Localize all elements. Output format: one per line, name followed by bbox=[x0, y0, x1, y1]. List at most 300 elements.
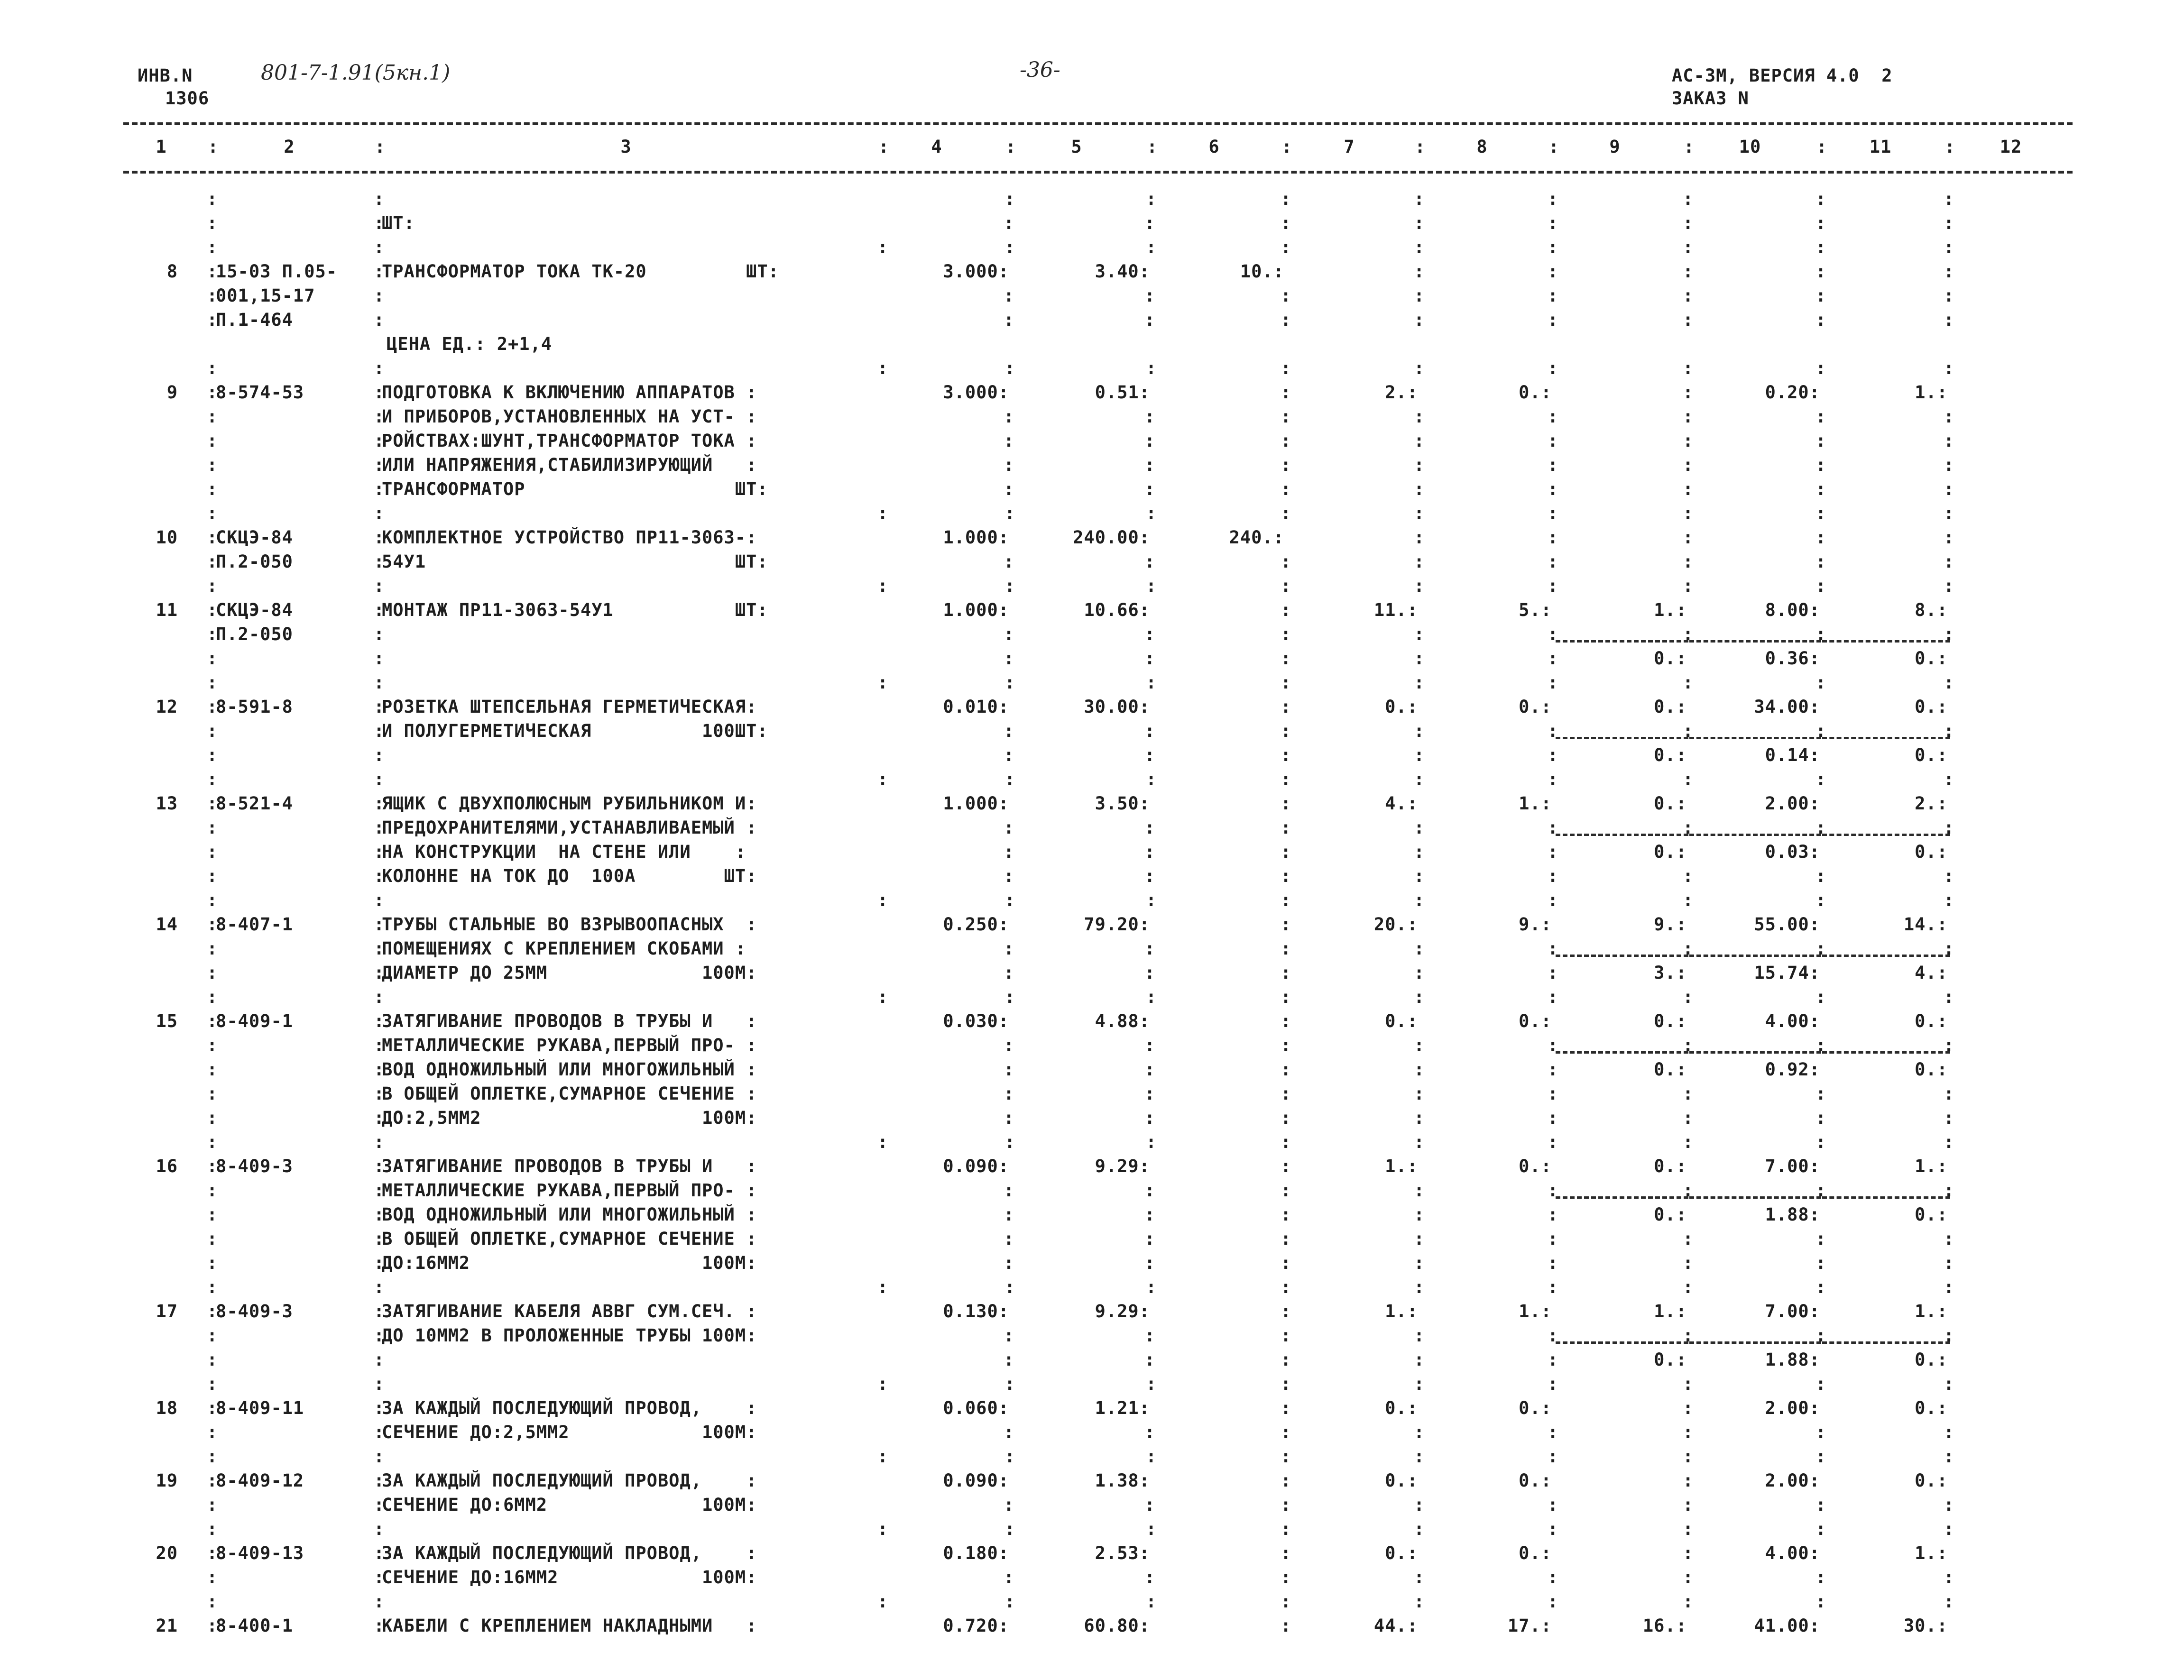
cell-col-7: 44.: bbox=[1373, 1616, 1418, 1636]
column-separator: : bbox=[1815, 1083, 1827, 1104]
item-number: 21 bbox=[156, 1616, 178, 1636]
column-separator: : bbox=[207, 1083, 218, 1104]
row-separator: : bbox=[1815, 1591, 1827, 1612]
column-separator: : bbox=[1281, 1567, 1292, 1588]
work-description: ДО 10ММ2 В ПРОЛОЖЕННЫЕ ТРУБЫ 100М: bbox=[382, 1325, 757, 1346]
work-description: В ОБЩЕЙ ОПЛЕТКЕ,СУМАРНОЕ СЕЧЕНИЕ : bbox=[382, 1229, 757, 1249]
cell-col-7: 1.: bbox=[1385, 1156, 1418, 1176]
cell-col-8: 1.: bbox=[1519, 1301, 1552, 1322]
column-separator: : bbox=[374, 600, 385, 620]
cell-col-4: 0.030: bbox=[943, 1011, 1009, 1031]
column-separator: : bbox=[1548, 285, 1559, 306]
column-separator: : bbox=[207, 793, 218, 814]
row-separator: : bbox=[207, 769, 218, 790]
column-separator: : bbox=[207, 1180, 218, 1201]
column-separator: : bbox=[1281, 1422, 1292, 1442]
row-separator: : bbox=[1815, 987, 1827, 1007]
price-code: 8-574-53 bbox=[216, 382, 304, 403]
header-separator: : bbox=[1548, 137, 1560, 157]
column-separator: : bbox=[1548, 431, 1559, 451]
cell-col-11: 1.: bbox=[1915, 382, 1948, 403]
page-number: -36- bbox=[1020, 58, 1060, 82]
subtotal-divider bbox=[1689, 640, 1821, 643]
column-separator: : bbox=[1281, 431, 1292, 451]
column-separator: : bbox=[1683, 213, 1694, 233]
row-separator: : bbox=[374, 890, 385, 910]
price-code: П.2-050 bbox=[216, 624, 293, 644]
row-separator: : bbox=[1004, 1374, 1016, 1394]
column-separator: : bbox=[1004, 1035, 1015, 1056]
work-description: ШТ: bbox=[382, 213, 415, 233]
column-separator: : bbox=[1414, 1567, 1425, 1588]
column-separator: : bbox=[207, 721, 218, 741]
column-separator: : bbox=[374, 213, 385, 233]
column-separator: : bbox=[1281, 938, 1292, 959]
column-separator: : bbox=[1144, 1083, 1156, 1104]
cell-col-9: 0.: bbox=[1654, 1204, 1687, 1225]
row-separator: : bbox=[1004, 890, 1016, 910]
column-separator: : bbox=[1944, 1253, 1955, 1273]
cell-col-10: 2.00: bbox=[1765, 1398, 1820, 1418]
row-separator: : bbox=[207, 189, 218, 209]
cell-col-11: 0.: bbox=[1915, 697, 1948, 717]
column-separator: : bbox=[207, 551, 218, 572]
column-separator: : bbox=[1815, 1108, 1827, 1128]
row-separator: : bbox=[1548, 1132, 1559, 1152]
column-separator: : bbox=[1144, 1035, 1156, 1056]
column-separator: : bbox=[374, 842, 385, 862]
column-separator: : bbox=[1281, 406, 1292, 427]
column-separator: : bbox=[1144, 745, 1156, 765]
row-separator: : bbox=[1548, 1591, 1559, 1612]
cell-col-9: 0.: bbox=[1654, 648, 1687, 669]
column-header-3: 3 bbox=[620, 137, 632, 157]
column-separator: : bbox=[207, 1011, 218, 1031]
column-separator: : bbox=[1414, 1325, 1425, 1346]
cell-col-10: 0.92: bbox=[1765, 1059, 1820, 1080]
column-separator: : bbox=[1281, 382, 1292, 403]
order-label: ЗАКАЗ N bbox=[1672, 88, 1749, 109]
column-separator: : bbox=[374, 1301, 385, 1322]
cell-col-9: 0.: bbox=[1654, 697, 1687, 717]
unit-price-note: ЦЕНА ЕД.: 2+1,4 bbox=[387, 334, 553, 354]
row-separator: : bbox=[1815, 1132, 1827, 1152]
column-separator: : bbox=[207, 697, 218, 717]
cell-col-5: 3.50: bbox=[1095, 793, 1150, 814]
row-separator: : bbox=[1414, 1374, 1425, 1394]
row-separator: : bbox=[877, 1446, 889, 1467]
column-separator: : bbox=[1683, 1180, 1694, 1201]
column-separator: : bbox=[1004, 721, 1015, 741]
column-separator: : bbox=[207, 745, 218, 765]
subtotal-divider bbox=[1689, 1051, 1821, 1054]
header-rule-top bbox=[123, 122, 2073, 125]
cell-col-7: 1.: bbox=[1385, 1301, 1418, 1322]
column-separator: : bbox=[1548, 1108, 1559, 1128]
cell-col-10: 34.00: bbox=[1754, 697, 1820, 717]
column-separator: : bbox=[1144, 1495, 1156, 1515]
column-separator: : bbox=[1281, 1253, 1292, 1273]
column-separator: : bbox=[207, 1495, 218, 1515]
subtotal-divider bbox=[1556, 737, 1688, 739]
work-description: СЕЧЕНИЕ ДО:6ММ2 100М: bbox=[382, 1495, 757, 1515]
column-separator: : bbox=[374, 914, 385, 935]
column-separator: : bbox=[207, 1253, 218, 1273]
column-separator: : bbox=[374, 1035, 385, 1056]
column-separator: : bbox=[1683, 1108, 1694, 1128]
row-separator: : bbox=[1944, 358, 1955, 378]
cell-col-9: 16.: bbox=[1642, 1616, 1687, 1636]
cell-col-11: 0.: bbox=[1915, 842, 1948, 862]
row-separator: : bbox=[1815, 358, 1827, 378]
row-separator: : bbox=[1146, 769, 1157, 790]
column-separator: : bbox=[1944, 213, 1955, 233]
column-separator: : bbox=[1815, 1035, 1827, 1056]
cell-col-5: 240.00: bbox=[1073, 527, 1150, 548]
column-header-11: 11 bbox=[1869, 137, 1892, 157]
item-number: 19 bbox=[156, 1470, 178, 1491]
column-separator: : bbox=[374, 624, 385, 644]
column-separator: : bbox=[1548, 624, 1559, 644]
row-separator: : bbox=[1414, 987, 1425, 1007]
column-separator: : bbox=[1548, 310, 1559, 330]
work-description: КАБЕЛИ С КРЕПЛЕНИЕМ НАКЛАДНЫМИ : bbox=[382, 1616, 757, 1636]
row-separator: : bbox=[1548, 189, 1559, 209]
column-separator: : bbox=[1414, 213, 1425, 233]
work-description: СЕЧЕНИЕ ДО:16ММ2 100М: bbox=[382, 1567, 757, 1588]
column-separator: : bbox=[1281, 1059, 1292, 1080]
cell-col-9: 1.: bbox=[1654, 600, 1687, 620]
column-separator: : bbox=[1004, 938, 1015, 959]
column-separator: : bbox=[207, 842, 218, 862]
cell-col-11: 0.: bbox=[1915, 1470, 1948, 1491]
column-separator: : bbox=[1548, 1350, 1559, 1370]
column-separator: : bbox=[374, 1204, 385, 1225]
column-separator: : bbox=[1815, 938, 1827, 959]
row-separator: : bbox=[1548, 672, 1559, 693]
price-code: 8-409-1 bbox=[216, 1011, 293, 1031]
subtotal-divider bbox=[1822, 640, 1950, 643]
column-separator: : bbox=[1281, 1543, 1292, 1563]
row-separator: : bbox=[1683, 358, 1694, 378]
column-separator: : bbox=[1144, 866, 1156, 886]
row-separator: : bbox=[1414, 769, 1425, 790]
column-separator: : bbox=[207, 1059, 218, 1080]
column-separator: : bbox=[1144, 1350, 1156, 1370]
column-separator: : bbox=[1414, 745, 1425, 765]
cell-col-10: 1.88: bbox=[1765, 1350, 1820, 1370]
cell-col-7: 11.: bbox=[1373, 600, 1418, 620]
column-separator: : bbox=[1281, 1229, 1292, 1249]
cell-col-9: 1.: bbox=[1654, 1301, 1687, 1322]
work-description: ЗА КАЖДЫЙ ПОСЛЕДУЮЩИЙ ПРОВОД, : bbox=[382, 1543, 757, 1563]
cell-col-4: 0.010: bbox=[943, 697, 1009, 717]
column-separator: : bbox=[1004, 842, 1015, 862]
column-separator: : bbox=[1683, 479, 1694, 499]
column-separator: : bbox=[374, 551, 385, 572]
work-description: ТРАНСФОРМАТОР ШТ: bbox=[382, 479, 768, 499]
column-separator: : bbox=[1683, 1567, 1694, 1588]
column-separator: : bbox=[1944, 1180, 1955, 1201]
column-separator: : bbox=[1815, 1229, 1827, 1249]
row-separator: : bbox=[1004, 1446, 1016, 1467]
work-description: И ПОЛУГЕРМЕТИЧЕСКАЯ 100ШТ: bbox=[382, 721, 768, 741]
column-separator: : bbox=[1144, 938, 1156, 959]
column-separator: : bbox=[374, 1350, 385, 1370]
column-separator: : bbox=[374, 1059, 385, 1080]
row-separator: : bbox=[1815, 503, 1827, 523]
row-separator: : bbox=[1944, 1374, 1955, 1394]
column-separator: : bbox=[207, 1567, 218, 1588]
cell-col-10: 0.14: bbox=[1765, 745, 1820, 765]
column-separator: : bbox=[374, 1495, 385, 1515]
column-separator: : bbox=[1548, 1035, 1559, 1056]
column-separator: : bbox=[1004, 285, 1015, 306]
column-separator: : bbox=[1414, 624, 1425, 644]
cell-col-4: 0.090: bbox=[943, 1470, 1009, 1491]
column-separator: : bbox=[1144, 479, 1156, 499]
row-separator: : bbox=[1548, 1277, 1559, 1297]
column-separator: : bbox=[1414, 817, 1425, 838]
column-separator: : bbox=[374, 1470, 385, 1491]
work-description: ВОД ОДНОЖИЛЬНЫЙ ИЛИ МНОГОЖИЛЬНЫЙ : bbox=[382, 1059, 757, 1080]
row-separator: : bbox=[1815, 1446, 1827, 1467]
column-separator: : bbox=[1683, 310, 1694, 330]
column-separator: : bbox=[1815, 431, 1827, 451]
column-separator: : bbox=[1004, 1422, 1015, 1442]
cell-col-9: 0.: bbox=[1654, 793, 1687, 814]
header-separator: : bbox=[1005, 137, 1017, 157]
row-separator: : bbox=[1944, 503, 1955, 523]
cell-col-8: 17.: bbox=[1507, 1616, 1552, 1636]
column-header-5: 5 bbox=[1071, 137, 1082, 157]
row-separator: : bbox=[1683, 1374, 1694, 1394]
row-separator: : bbox=[1683, 1132, 1694, 1152]
cell-col-5: 9.29: bbox=[1095, 1156, 1150, 1176]
column-separator: : bbox=[1004, 431, 1015, 451]
column-separator: : bbox=[1144, 431, 1156, 451]
cell-col-9: 0.: bbox=[1654, 1156, 1687, 1176]
column-separator: : bbox=[1683, 406, 1694, 427]
column-separator: : bbox=[1144, 1253, 1156, 1273]
column-separator: : bbox=[1815, 1180, 1827, 1201]
column-separator: : bbox=[1815, 213, 1827, 233]
item-number: 15 bbox=[156, 1011, 178, 1031]
column-separator: : bbox=[1944, 938, 1955, 959]
cell-col-7: 2.: bbox=[1385, 382, 1418, 403]
row-separator: : bbox=[1815, 769, 1827, 790]
row-separator: : bbox=[1146, 1591, 1157, 1612]
cell-col-5: 30.00: bbox=[1084, 697, 1150, 717]
subtotal-divider bbox=[1689, 955, 1821, 957]
cell-col-4: 0.060: bbox=[943, 1398, 1009, 1418]
row-separator: : bbox=[1548, 890, 1559, 910]
column-separator: : bbox=[1815, 1567, 1827, 1588]
column-separator: : bbox=[1548, 938, 1559, 959]
column-separator: : bbox=[1548, 745, 1559, 765]
column-separator: : bbox=[1414, 938, 1425, 959]
column-separator: : bbox=[1815, 479, 1827, 499]
cell-col-11: 8.: bbox=[1915, 600, 1948, 620]
cell-col-10: 15.74: bbox=[1754, 963, 1820, 983]
row-separator: : bbox=[1683, 987, 1694, 1007]
cell-col-7: 4.: bbox=[1385, 793, 1418, 814]
row-separator: : bbox=[1683, 1591, 1694, 1612]
row-separator: : bbox=[1146, 1132, 1157, 1152]
column-separator: : bbox=[1683, 455, 1694, 475]
column-separator: : bbox=[1281, 1011, 1292, 1031]
row-separator: : bbox=[877, 576, 889, 596]
column-header-1: 1 bbox=[156, 137, 167, 157]
row-separator: : bbox=[1281, 890, 1292, 910]
cell-col-9: 3.: bbox=[1654, 963, 1687, 983]
row-separator: : bbox=[1944, 769, 1955, 790]
column-separator: : bbox=[1815, 866, 1827, 886]
row-separator: : bbox=[1683, 769, 1694, 790]
column-separator: : bbox=[1683, 624, 1694, 644]
cell-col-4: 3.000: bbox=[943, 382, 1009, 403]
column-separator: : bbox=[1281, 793, 1292, 814]
row-separator: : bbox=[1414, 1277, 1425, 1297]
column-separator: : bbox=[207, 1422, 218, 1442]
column-separator: : bbox=[1944, 479, 1955, 499]
column-separator: : bbox=[207, 938, 218, 959]
row-separator: : bbox=[1548, 576, 1559, 596]
column-separator: : bbox=[1944, 1325, 1955, 1346]
column-separator: : bbox=[1281, 1350, 1292, 1370]
row-separator: : bbox=[374, 358, 385, 378]
column-separator: : bbox=[1281, 285, 1292, 306]
row-separator: : bbox=[1004, 576, 1016, 596]
column-separator: : bbox=[1281, 213, 1292, 233]
column-separator: : bbox=[1004, 648, 1015, 669]
row-separator: : bbox=[1815, 1374, 1827, 1394]
row-separator: : bbox=[1146, 189, 1157, 209]
work-description: ДО:16ММ2 100М: bbox=[382, 1253, 757, 1273]
column-separator: : bbox=[374, 261, 385, 282]
column-separator: : bbox=[374, 1180, 385, 1201]
column-separator: : bbox=[207, 1301, 218, 1322]
row-separator: : bbox=[1146, 672, 1157, 693]
cell-col-5: 60.80: bbox=[1084, 1616, 1150, 1636]
row-separator: : bbox=[207, 1519, 218, 1539]
column-separator: : bbox=[374, 648, 385, 669]
row-separator: : bbox=[207, 672, 218, 693]
row-separator: : bbox=[1414, 1446, 1425, 1467]
subtotal-divider bbox=[1556, 1341, 1688, 1344]
row-separator: : bbox=[1548, 1446, 1559, 1467]
column-separator: : bbox=[1548, 721, 1559, 741]
column-separator: : bbox=[1683, 1470, 1694, 1491]
column-separator: : bbox=[1004, 963, 1015, 983]
work-description: И ПРИБОРОВ,УСТАНОВЛЕННЫХ НА УСТ- : bbox=[382, 406, 757, 427]
row-separator: : bbox=[1944, 1277, 1955, 1297]
row-separator: : bbox=[374, 503, 385, 523]
row-separator: : bbox=[1944, 672, 1955, 693]
column-separator: : bbox=[1683, 1398, 1694, 1418]
column-header-9: 9 bbox=[1609, 137, 1621, 157]
row-separator: : bbox=[1815, 890, 1827, 910]
cell-col-11: 4.: bbox=[1915, 963, 1948, 983]
cell-col-5: 0.51: bbox=[1095, 382, 1150, 403]
cell-col-11: 2.: bbox=[1915, 793, 1948, 814]
column-separator: : bbox=[1414, 1253, 1425, 1273]
price-code: 8-400-1 bbox=[216, 1616, 293, 1636]
column-separator: : bbox=[1815, 406, 1827, 427]
column-separator: : bbox=[1414, 406, 1425, 427]
cell-col-10: 2.00: bbox=[1765, 1470, 1820, 1491]
column-header-8: 8 bbox=[1476, 137, 1488, 157]
cell-col-11: 0.: bbox=[1915, 1350, 1948, 1370]
row-separator: : bbox=[1944, 890, 1955, 910]
work-description: ДО:2,5ММ2 100М: bbox=[382, 1108, 757, 1128]
row-separator: : bbox=[374, 1374, 385, 1394]
row-separator: : bbox=[1281, 987, 1292, 1007]
header-separator: : bbox=[1415, 137, 1426, 157]
row-separator: : bbox=[1944, 1132, 1955, 1152]
column-separator: : bbox=[1281, 310, 1292, 330]
subtotal-divider bbox=[1689, 737, 1821, 739]
work-description: РОЗЕТКА ШТЕПСЕЛЬНАЯ ГЕРМЕТИЧЕСКАЯ: bbox=[382, 697, 757, 717]
column-separator: : bbox=[207, 1470, 218, 1491]
column-separator: : bbox=[1414, 1035, 1425, 1056]
row-separator: : bbox=[1281, 503, 1292, 523]
row-separator: : bbox=[1944, 1446, 1955, 1467]
column-separator: : bbox=[207, 479, 218, 499]
row-separator: : bbox=[1146, 1277, 1157, 1297]
header-separator: : bbox=[208, 137, 219, 157]
row-separator: : bbox=[1146, 503, 1157, 523]
cell-col-4: 0.130: bbox=[943, 1301, 1009, 1322]
column-separator: : bbox=[1281, 1083, 1292, 1104]
work-description: ЗА КАЖДЫЙ ПОСЛЕДУЮЩИЙ ПРОВОД, : bbox=[382, 1398, 757, 1418]
cell-col-11: 30.: bbox=[1903, 1616, 1948, 1636]
column-separator: : bbox=[1281, 1156, 1292, 1176]
row-separator: : bbox=[1004, 358, 1016, 378]
work-description: ЗАТЯГИВАНИЕ ПРОВОДОВ В ТРУБЫ И : bbox=[382, 1011, 757, 1031]
row-separator: : bbox=[1414, 1591, 1425, 1612]
column-separator: : bbox=[1414, 1059, 1425, 1080]
column-header-10: 10 bbox=[1739, 137, 1761, 157]
subtotal-divider bbox=[1689, 834, 1821, 836]
column-separator: : bbox=[1281, 1204, 1292, 1225]
column-header-4: 4 bbox=[931, 137, 942, 157]
column-separator: : bbox=[207, 431, 218, 451]
row-separator: : bbox=[877, 1374, 889, 1394]
column-separator: : bbox=[1004, 551, 1015, 572]
column-separator: : bbox=[1414, 527, 1425, 548]
column-separator: : bbox=[1281, 479, 1292, 499]
row-separator: : bbox=[1944, 1591, 1955, 1612]
item-number: 11 bbox=[156, 600, 178, 620]
cell-col-8: 0.: bbox=[1519, 1156, 1552, 1176]
subtotal-divider bbox=[1822, 1196, 1950, 1199]
column-separator: : bbox=[1944, 1035, 1955, 1056]
column-separator: : bbox=[1548, 406, 1559, 427]
row-separator: : bbox=[1281, 576, 1292, 596]
price-code: 8-521-4 bbox=[216, 793, 293, 814]
row-separator: : bbox=[207, 1277, 218, 1297]
row-separator: : bbox=[1414, 189, 1425, 209]
row-separator: : bbox=[1815, 189, 1827, 209]
cell-col-10: 8.00: bbox=[1765, 600, 1820, 620]
column-separator: : bbox=[1815, 455, 1827, 475]
column-separator: : bbox=[207, 455, 218, 475]
cell-col-7: 0.: bbox=[1385, 1470, 1418, 1491]
cell-col-4: 1.000: bbox=[943, 600, 1009, 620]
cell-col-5: 79.20: bbox=[1084, 914, 1150, 935]
column-separator: : bbox=[1683, 1325, 1694, 1346]
